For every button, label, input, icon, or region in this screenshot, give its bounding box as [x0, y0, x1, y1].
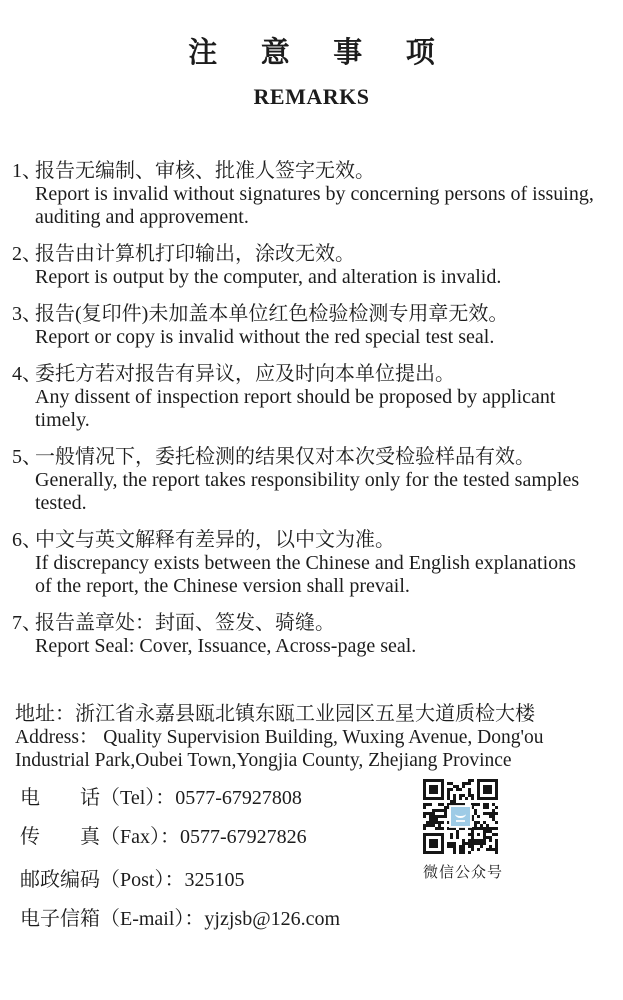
- remarks-list: [0, 160, 623, 658]
- remark-item-2: [12, 243, 595, 289]
- item-text-zh: 报告(复印件)未加盖本单位红色检验检测专用章无效。: [35, 303, 509, 325]
- item-text-en: Report is invalid without signatures by concerning persons of issuing, auditing and approvement.: [35, 183, 594, 228]
- item-number: 5、: [12, 446, 42, 468]
- item-text-zh: 报告盖章处：封面、签发、骑缝。: [35, 612, 335, 634]
- remark-item-1: [12, 160, 595, 229]
- item-text-zh: 报告无编制、审核、批准人签字无效。: [35, 160, 375, 182]
- footer-contacts: [0, 786, 623, 931]
- item-text-en: Any dissent of inspection report should be proposed by applicant timely.: [35, 386, 556, 431]
- item-text-en: Report Seal: Cover, Issuance, Across-page seal.: [35, 635, 417, 657]
- qr-center-logo: [450, 806, 471, 827]
- contact-row-post: 邮政编码（Post）：325105: [20, 869, 245, 891]
- contact-row-tel: 电 话（Tel）：0577-67927808: [20, 787, 302, 809]
- item-number: 1、: [12, 160, 42, 182]
- item-text-en: Report or copy is invalid without the red special test seal.: [35, 326, 495, 348]
- remark-item-4: [12, 363, 595, 432]
- item-text-en: Generally, the report takes responsibility only for the tested samples tested.: [35, 469, 580, 514]
- item-number: 3、: [12, 303, 42, 325]
- address-zh: 地址：浙江省永嘉县瓯北镇东瓯工业园区五星大道质检大楼: [15, 703, 535, 725]
- remark-item-7: [12, 612, 595, 658]
- wechat-qr-code: [423, 779, 498, 854]
- page-title-en: REMARKS: [253, 84, 370, 109]
- item-text: [35, 529, 595, 598]
- page-title-zh: 注意事项: [188, 37, 479, 69]
- item-text: [35, 303, 595, 349]
- remark-item-6: [12, 529, 595, 598]
- item-number: 7、: [12, 612, 42, 634]
- item-text-zh: 一般情况下，委托检测的结果仅对本次受检验样品有效。: [35, 446, 535, 468]
- qr-block: [423, 779, 504, 882]
- item-text-zh: 委托方若对报告有异议，应及时向本单位提出。: [35, 363, 455, 385]
- item-number: 2、: [12, 243, 42, 265]
- item-text-zh: 中文与英文解释有差异的，以中文为准。: [35, 529, 395, 551]
- address-block: [0, 702, 623, 772]
- item-text: [35, 612, 595, 658]
- item-text: [35, 243, 595, 289]
- item-number: 4、: [12, 363, 42, 385]
- remark-item-5: [12, 446, 595, 515]
- contact-row-email: 电子信箱（E-mail）：yjzjsb@126.com: [20, 908, 341, 930]
- item-text-en: Report is output by the computer, and alteration is invalid.: [35, 266, 502, 288]
- item-text-zh: 报告由计算机打印输出，涂改无效。: [35, 243, 355, 265]
- item-number: 6、: [12, 529, 42, 551]
- item-text-en: If discrepancy exists between the Chinese and English explanations of the report, the Chinese version shall prevail.: [35, 552, 576, 597]
- item-text: [35, 160, 595, 229]
- item-text: [35, 446, 595, 515]
- item-text: [35, 363, 595, 432]
- contact-row-fax: 传 真（Fax）：0577-67927826: [20, 826, 307, 848]
- qr-caption: 微信公众号: [423, 865, 504, 881]
- remark-item-3: [12, 303, 595, 349]
- address-en: Address： Quality Supervision Building, Wuxing Avenue, Dong'ou Industrial Park,Oubei Town,Yongjia County, Zhejiang Province: [15, 727, 544, 771]
